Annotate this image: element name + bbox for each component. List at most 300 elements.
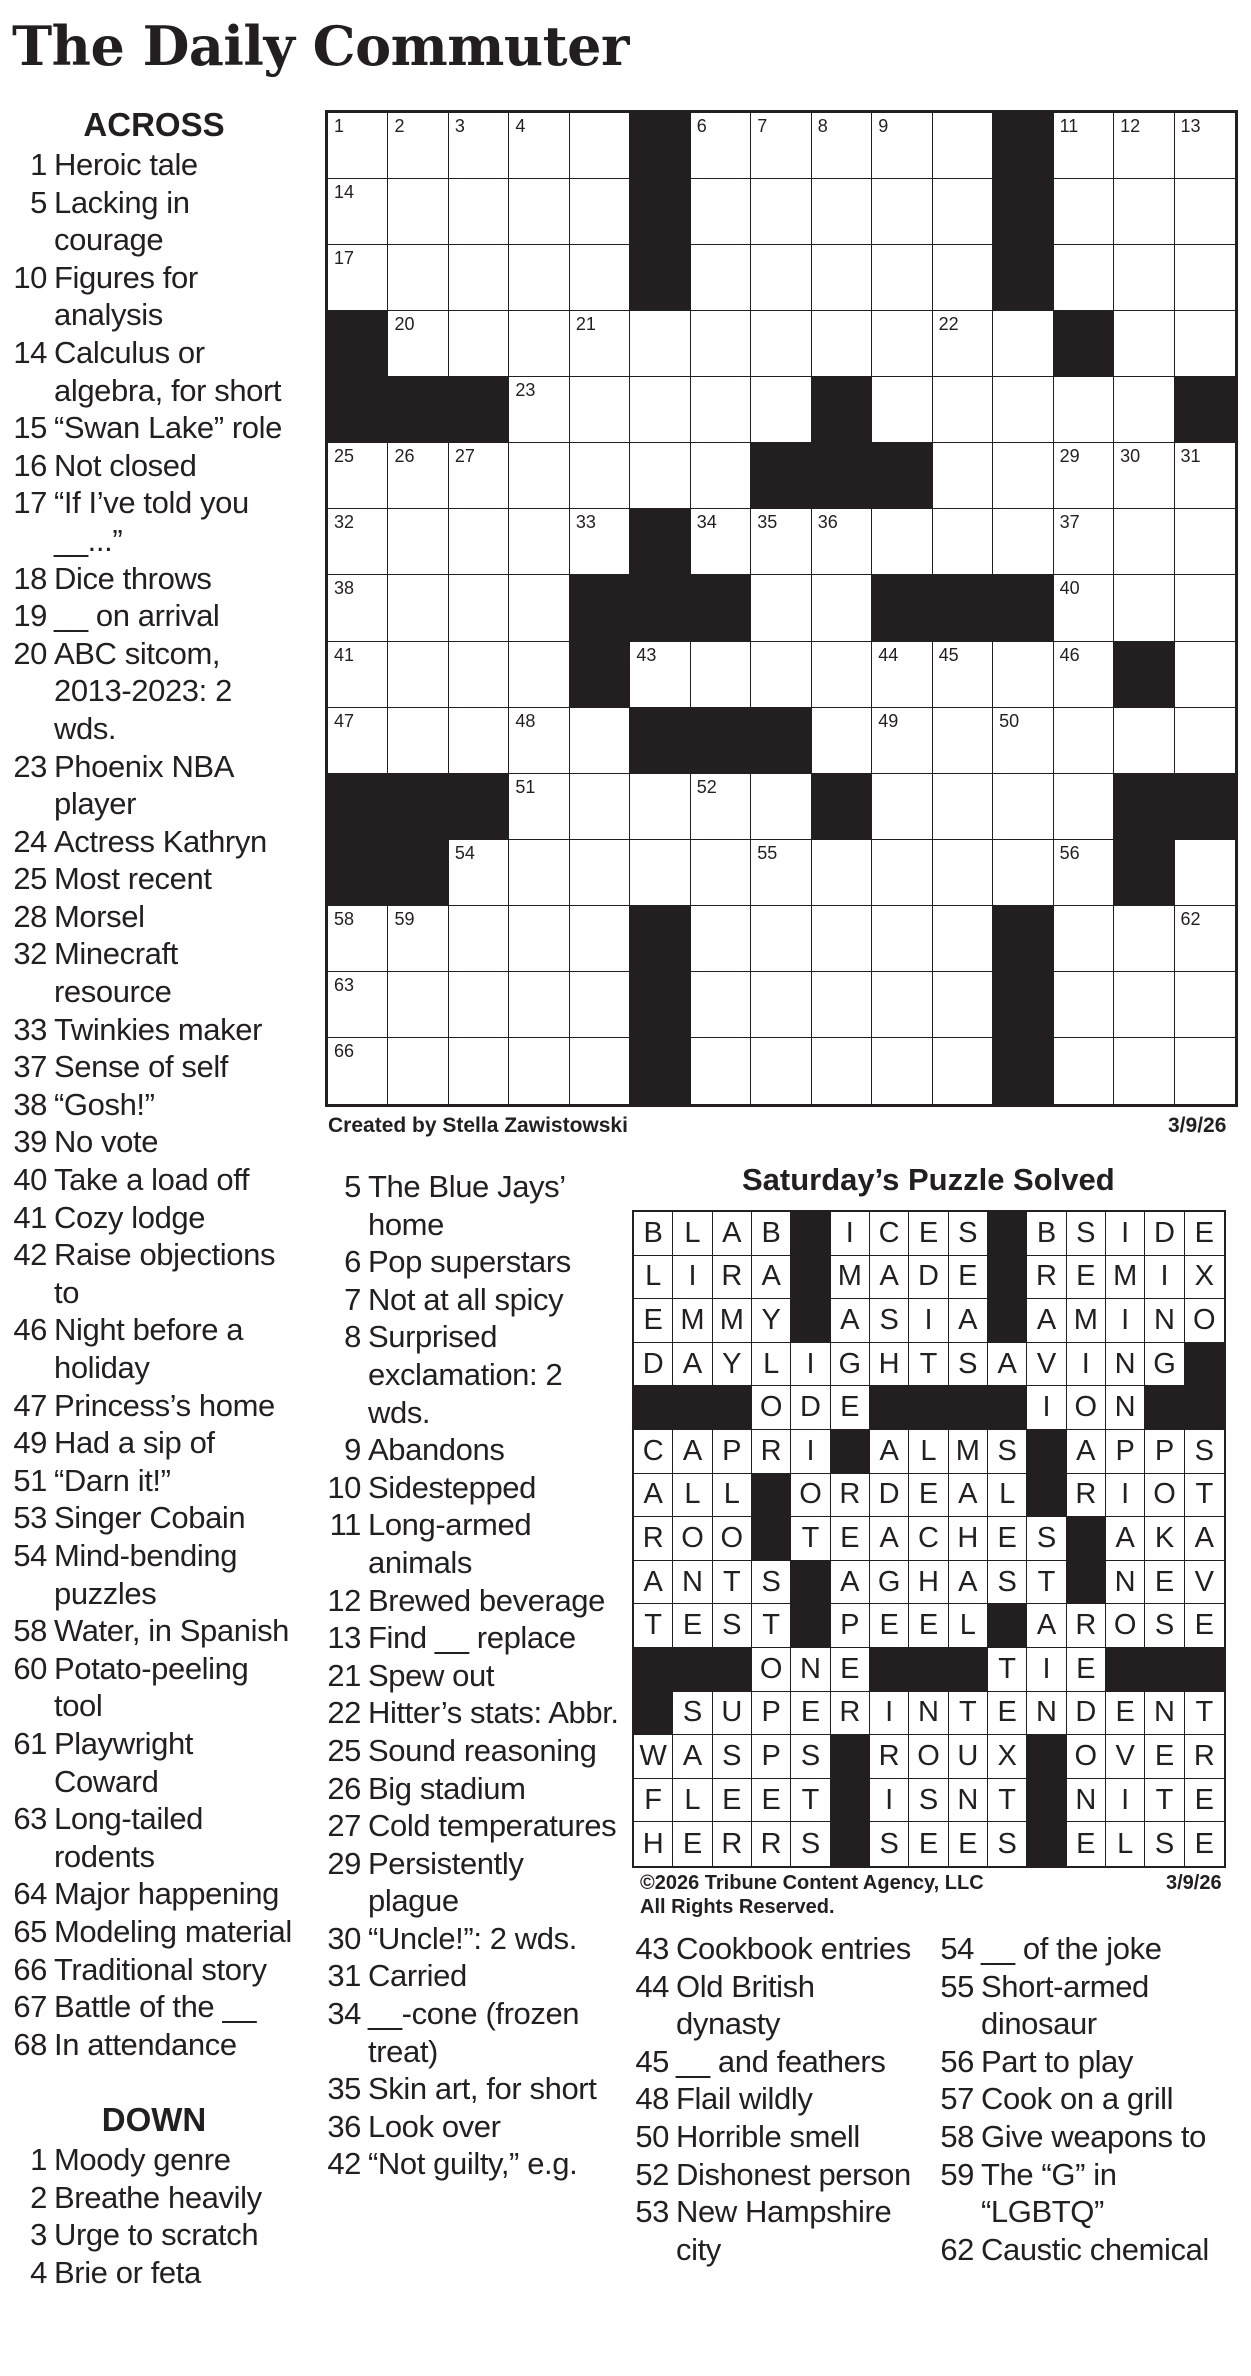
grid-square[interactable]	[872, 377, 932, 443]
grid-square[interactable]	[388, 245, 448, 311]
grid-square[interactable]	[872, 906, 932, 972]
solution-letter: A	[673, 1343, 712, 1387]
solution-letter: A	[949, 1474, 988, 1518]
clue-number: 9	[344, 1432, 361, 1468]
grid-square[interactable]	[509, 113, 569, 179]
grid-square[interactable]	[691, 1038, 751, 1104]
grid-square[interactable]	[449, 642, 509, 708]
grid-square[interactable]	[1054, 245, 1114, 311]
grid-square[interactable]	[388, 179, 448, 245]
solution-block	[713, 1386, 752, 1430]
clue-text: Most recent	[54, 861, 212, 897]
solution-letter: R	[634, 1517, 673, 1561]
grid-square[interactable]	[993, 509, 1053, 575]
grid-square[interactable]	[812, 311, 872, 377]
grid-square[interactable]	[509, 1038, 569, 1104]
square-number: 32	[334, 512, 355, 533]
clue-text: Short-armed dinosaur	[981, 1968, 1149, 2042]
grid-square[interactable]	[812, 1038, 872, 1104]
solution-letter: S	[909, 1779, 948, 1823]
solution-letter: O	[1067, 1735, 1106, 1779]
grid-square[interactable]	[1054, 642, 1114, 708]
grid-square[interactable]	[691, 642, 751, 708]
solution-letter: G	[870, 1561, 909, 1605]
grid-square[interactable]	[1054, 708, 1114, 774]
grid-square[interactable]	[328, 113, 388, 179]
grid-square[interactable]	[449, 179, 509, 245]
grid-square[interactable]	[933, 509, 993, 575]
grid-square[interactable]	[570, 708, 630, 774]
grid-square[interactable]	[570, 179, 630, 245]
grid-square[interactable]	[388, 311, 448, 377]
grid-square[interactable]	[1175, 443, 1235, 509]
square-number: 62	[1180, 908, 1201, 929]
grid-square[interactable]	[933, 708, 993, 774]
grid-square[interactable]	[1114, 1038, 1174, 1104]
solution-letter: M	[949, 1430, 988, 1474]
grid-square[interactable]	[812, 509, 872, 575]
grid-square[interactable]	[1114, 443, 1174, 509]
grid-block	[630, 972, 690, 1038]
clue-text: Cookbook entries	[676, 1931, 911, 1966]
grid-square[interactable]	[933, 311, 993, 377]
clue-text: Part to play	[981, 2043, 1134, 2079]
solution-letter: A	[634, 1474, 673, 1518]
solution-letter: H	[949, 1517, 988, 1561]
clue-text: Playwright Coward	[54, 1725, 193, 1799]
solution-block	[870, 1386, 909, 1430]
clue-number: 53	[13, 1500, 47, 1536]
grid-square[interactable]	[509, 906, 569, 972]
grid-square[interactable]	[449, 113, 509, 179]
clue-number: 2	[30, 2179, 47, 2215]
solution-letter: I	[673, 1256, 712, 1300]
square-number: 38	[334, 578, 355, 599]
grid-square[interactable]	[1114, 906, 1174, 972]
grid-square[interactable]	[630, 774, 690, 840]
grid-square[interactable]	[388, 708, 448, 774]
clue-number: 50	[635, 2118, 669, 2154]
clue-text: In attendance	[54, 2026, 237, 2062]
grid-square[interactable]	[1054, 443, 1114, 509]
grid-square[interactable]	[1175, 179, 1235, 245]
grid-square[interactable]	[449, 443, 509, 509]
grid-square[interactable]	[449, 840, 509, 906]
clue-text: Not closed	[54, 447, 197, 483]
clue-text: Moody genre	[54, 2142, 231, 2178]
grid-square[interactable]	[691, 245, 751, 311]
grid-square[interactable]	[1054, 906, 1114, 972]
grid-square[interactable]	[1175, 575, 1235, 641]
clue-number: 61	[13, 1725, 47, 1761]
grid-square[interactable]	[449, 311, 509, 377]
grid-square[interactable]	[570, 443, 630, 509]
square-number: 29	[1059, 446, 1080, 467]
grid-square[interactable]	[872, 840, 932, 906]
grid-block	[630, 575, 690, 641]
clue-number: 33	[13, 1011, 47, 1047]
grid-square[interactable]	[751, 840, 811, 906]
grid-square[interactable]	[509, 972, 569, 1038]
clue-item	[8, 334, 300, 409]
grid-square[interactable]	[1114, 113, 1174, 179]
solution-letter: T	[713, 1561, 752, 1605]
grid-block	[388, 840, 448, 906]
solution-letter: L	[988, 1474, 1027, 1518]
solution-letter: S	[870, 1822, 909, 1866]
grid-square[interactable]	[1054, 1038, 1114, 1104]
clue-item	[322, 1168, 620, 1243]
solution-letter: D	[1067, 1692, 1106, 1736]
grid-square[interactable]	[691, 972, 751, 1038]
grid-square[interactable]	[691, 774, 751, 840]
grid-square[interactable]	[993, 840, 1053, 906]
grid-square[interactable]	[570, 311, 630, 377]
grid-square[interactable]	[509, 509, 569, 575]
grid-square[interactable]	[328, 972, 388, 1038]
square-number: 21	[575, 314, 596, 335]
square-number: 43	[636, 644, 657, 665]
solution-letter: T	[752, 1604, 791, 1648]
grid-square[interactable]	[751, 179, 811, 245]
grid-square[interactable]	[1175, 906, 1235, 972]
grid-square[interactable]	[570, 840, 630, 906]
grid-square[interactable]	[872, 113, 932, 179]
clue-text: Spew out	[368, 1657, 495, 1693]
grid-square[interactable]	[509, 179, 569, 245]
solution-letter: E	[909, 1474, 948, 1518]
grid-square[interactable]	[1114, 708, 1174, 774]
clue-text: Traditional story	[54, 1951, 267, 1987]
solution-block	[831, 1822, 870, 1866]
grid-square[interactable]	[933, 774, 993, 840]
grid-square[interactable]	[449, 509, 509, 575]
solution-letter: T	[791, 1779, 830, 1823]
grid-square[interactable]	[509, 840, 569, 906]
grid-square[interactable]	[993, 377, 1053, 443]
grid-square[interactable]	[751, 245, 811, 311]
grid-square[interactable]	[751, 113, 811, 179]
grid-square[interactable]	[933, 377, 993, 443]
grid-square[interactable]	[449, 708, 509, 774]
square-number: 59	[394, 908, 415, 929]
grid-square[interactable]	[691, 840, 751, 906]
grid-square[interactable]	[1175, 642, 1235, 708]
clue-text: Sound reasoning	[368, 1732, 597, 1768]
grid-square[interactable]	[993, 774, 1053, 840]
grid-square[interactable]	[812, 575, 872, 641]
grid-square[interactable]	[872, 509, 932, 575]
solution-letter: I	[791, 1430, 830, 1474]
grid-square[interactable]	[993, 311, 1053, 377]
grid-square[interactable]	[388, 906, 448, 972]
grid-square[interactable]	[630, 443, 690, 509]
grid-square[interactable]	[1175, 113, 1235, 179]
grid-square[interactable]	[509, 245, 569, 311]
grid-square[interactable]	[872, 1038, 932, 1104]
grid-square[interactable]	[691, 509, 751, 575]
solution-block	[1067, 1561, 1106, 1605]
grid-block	[993, 245, 1053, 311]
grid-square[interactable]	[570, 774, 630, 840]
solution-letter: R	[1067, 1604, 1106, 1648]
grid-square[interactable]	[751, 1038, 811, 1104]
grid-square[interactable]	[812, 642, 872, 708]
grid-square[interactable]	[1175, 311, 1235, 377]
grid-square[interactable]	[933, 179, 993, 245]
clue-number: 42	[13, 1237, 47, 1273]
puzzle-credit: Created by Stella Zawistowski	[328, 1114, 628, 1137]
solution-letter: S	[870, 1299, 909, 1343]
clue-number: 51	[13, 1462, 47, 1498]
solution-block	[909, 1386, 948, 1430]
grid-square[interactable]	[872, 179, 932, 245]
grid-square[interactable]	[751, 774, 811, 840]
grid-square[interactable]	[328, 575, 388, 641]
grid-square[interactable]	[328, 509, 388, 575]
solution-block	[988, 1604, 1027, 1648]
grid-square[interactable]	[872, 774, 932, 840]
grid-square[interactable]	[1114, 179, 1174, 245]
solution-letter: E	[831, 1386, 870, 1430]
grid-square[interactable]	[1054, 774, 1114, 840]
grid-block	[933, 575, 993, 641]
clue-item	[8, 597, 300, 635]
grid-square[interactable]	[449, 575, 509, 641]
solution-letter: A	[949, 1561, 988, 1605]
across-heading: ACROSS	[83, 106, 225, 143]
clue-item	[935, 1930, 1247, 1968]
grid-square[interactable]	[509, 774, 569, 840]
clue-number: 54	[13, 1537, 47, 1573]
grid-square[interactable]	[933, 642, 993, 708]
grid-square[interactable]	[570, 906, 630, 972]
grid-square[interactable]	[872, 708, 932, 774]
grid-square[interactable]	[509, 443, 569, 509]
clue-text: “Gosh!”	[54, 1086, 155, 1122]
solution-letter: E	[1185, 1779, 1224, 1823]
grid-square[interactable]	[509, 311, 569, 377]
solution-letter: E	[870, 1604, 909, 1648]
clue-text: Princess’s home	[54, 1387, 275, 1423]
grid-square[interactable]	[1114, 972, 1174, 1038]
solution-letter: E	[988, 1517, 1027, 1561]
clue-number: 25	[13, 861, 47, 897]
solution-letter: M	[1067, 1299, 1106, 1343]
grid-square[interactable]	[812, 972, 872, 1038]
solution-letter: T	[634, 1604, 673, 1648]
clue-text: Major happening	[54, 1876, 279, 1912]
grid-square[interactable]	[1114, 245, 1174, 311]
grid-square[interactable]	[328, 179, 388, 245]
grid-square[interactable]	[933, 113, 993, 179]
grid-square[interactable]	[751, 642, 811, 708]
clue-item	[8, 1236, 300, 1311]
grid-square[interactable]	[570, 113, 630, 179]
clue-number: 60	[13, 1650, 47, 1686]
solution-letter: T	[988, 1779, 1027, 1823]
grid-square[interactable]	[691, 113, 751, 179]
grid-square[interactable]	[630, 642, 690, 708]
solution-letter: E	[1145, 1735, 1184, 1779]
solution-letter: S	[1185, 1430, 1224, 1474]
grid-square[interactable]	[1054, 972, 1114, 1038]
clue-text: Sidestepped	[368, 1469, 536, 1505]
grid-square[interactable]	[388, 642, 448, 708]
clue-item	[8, 447, 300, 485]
grid-square[interactable]	[751, 972, 811, 1038]
grid-square[interactable]	[1175, 1038, 1235, 1104]
grid-square[interactable]	[328, 708, 388, 774]
grid-square[interactable]	[812, 245, 872, 311]
grid-square[interactable]	[328, 642, 388, 708]
solution-title: Saturday’s Puzzle Solved	[742, 1162, 1115, 1197]
grid-square[interactable]	[570, 509, 630, 575]
grid-square[interactable]	[328, 906, 388, 972]
grid-square[interactable]	[1054, 575, 1114, 641]
grid-square[interactable]	[1114, 575, 1174, 641]
solution-letter: A	[1185, 1517, 1224, 1561]
grid-square[interactable]	[691, 311, 751, 377]
grid-square[interactable]	[751, 906, 811, 972]
clue-number: 20	[13, 635, 47, 671]
grid-square[interactable]	[1114, 311, 1174, 377]
grid-square[interactable]	[993, 642, 1053, 708]
grid-square[interactable]	[509, 377, 569, 443]
solution-letter: X	[1185, 1256, 1224, 1300]
grid-square[interactable]	[993, 708, 1053, 774]
grid-square[interactable]	[691, 179, 751, 245]
grid-square[interactable]	[570, 245, 630, 311]
grid-square[interactable]	[993, 443, 1053, 509]
grid-square[interactable]	[1175, 509, 1235, 575]
grid-square[interactable]	[509, 642, 569, 708]
grid-square[interactable]	[933, 840, 993, 906]
solution-letter: O	[673, 1517, 712, 1561]
grid-square[interactable]	[1054, 509, 1114, 575]
grid-square[interactable]	[1175, 840, 1235, 906]
solution-letter: P	[713, 1430, 752, 1474]
grid-square[interactable]	[1175, 972, 1235, 1038]
clue-text: Dice throws	[54, 560, 212, 596]
grid-square[interactable]	[630, 840, 690, 906]
grid-square[interactable]	[449, 972, 509, 1038]
grid-square[interactable]	[812, 906, 872, 972]
solution-letter: N	[673, 1561, 712, 1605]
grid-square[interactable]	[812, 179, 872, 245]
grid-square[interactable]	[812, 113, 872, 179]
grid-square[interactable]	[872, 972, 932, 1038]
clue-item	[322, 1619, 620, 1657]
clue-text: Modeling material	[54, 1913, 292, 1949]
grid-square[interactable]	[751, 575, 811, 641]
grid-square[interactable]	[449, 245, 509, 311]
clue-number: 63	[13, 1801, 47, 1837]
grid-square[interactable]	[872, 642, 932, 708]
grid-square[interactable]	[388, 575, 448, 641]
clue-number: 13	[327, 1620, 361, 1656]
grid-square[interactable]	[630, 377, 690, 443]
grid-square[interactable]	[751, 509, 811, 575]
solution-letter: S	[949, 1212, 988, 1256]
solution-letter: S	[949, 1343, 988, 1387]
grid-square[interactable]	[1175, 245, 1235, 311]
grid-square[interactable]	[388, 113, 448, 179]
grid-square[interactable]	[933, 972, 993, 1038]
grid-square[interactable]	[509, 708, 569, 774]
solution-letter: E	[909, 1604, 948, 1648]
grid-square[interactable]	[933, 245, 993, 311]
solution-letter: R	[713, 1256, 752, 1300]
grid-square[interactable]	[570, 377, 630, 443]
clue-text: Persistently plague	[368, 1845, 524, 1919]
grid-square[interactable]	[933, 1038, 993, 1104]
grid-square[interactable]	[1054, 179, 1114, 245]
solution-letter: L	[673, 1474, 712, 1518]
clue-item	[322, 1582, 620, 1620]
square-number: 22	[938, 314, 959, 335]
grid-square[interactable]	[1054, 840, 1114, 906]
grid-square[interactable]	[1054, 377, 1114, 443]
grid-square[interactable]	[933, 443, 993, 509]
solution-letter: G	[1145, 1343, 1184, 1387]
grid-square[interactable]	[691, 443, 751, 509]
grid-square[interactable]	[1175, 708, 1235, 774]
grid-square[interactable]	[872, 311, 932, 377]
square-number: 30	[1120, 446, 1141, 467]
grid-square[interactable]	[328, 443, 388, 509]
grid-square[interactable]	[509, 575, 569, 641]
grid-square[interactable]	[388, 443, 448, 509]
clue-text: __ on arrival	[54, 598, 220, 634]
clue-text: Raise objections to	[54, 1237, 276, 1310]
grid-block	[630, 509, 690, 575]
grid-square[interactable]	[388, 972, 448, 1038]
clue-text: Skin art, for short	[368, 2071, 597, 2107]
solution-letter: E	[909, 1212, 948, 1256]
solution-letter: T	[949, 1692, 988, 1736]
grid-square[interactable]	[691, 377, 751, 443]
grid-square[interactable]	[812, 840, 872, 906]
grid-square[interactable]	[872, 245, 932, 311]
grid-square[interactable]	[691, 906, 751, 972]
grid-square[interactable]	[449, 906, 509, 972]
solution-block	[831, 1430, 870, 1474]
clue-number: 42	[327, 2146, 361, 2182]
grid-square[interactable]	[449, 1038, 509, 1104]
solution-letter: B	[752, 1212, 791, 1256]
grid-square[interactable]	[933, 906, 993, 972]
grid-square[interactable]	[570, 1038, 630, 1104]
grid-square[interactable]	[1054, 113, 1114, 179]
clue-text: Figures for analysis	[54, 259, 198, 333]
grid-square[interactable]	[630, 311, 690, 377]
grid-square[interactable]	[751, 311, 811, 377]
grid-square[interactable]	[812, 708, 872, 774]
solution-letter: A	[673, 1735, 712, 1779]
grid-square[interactable]	[751, 377, 811, 443]
grid-square[interactable]	[570, 972, 630, 1038]
grid-square[interactable]	[1114, 377, 1174, 443]
grid-square[interactable]	[328, 1038, 388, 1104]
grid-block	[691, 708, 751, 774]
clue-item	[8, 1123, 300, 1161]
grid-block	[449, 774, 509, 840]
grid-square[interactable]	[388, 509, 448, 575]
grid-square[interactable]	[388, 1038, 448, 1104]
grid-square[interactable]	[328, 245, 388, 311]
grid-square[interactable]	[1114, 509, 1174, 575]
